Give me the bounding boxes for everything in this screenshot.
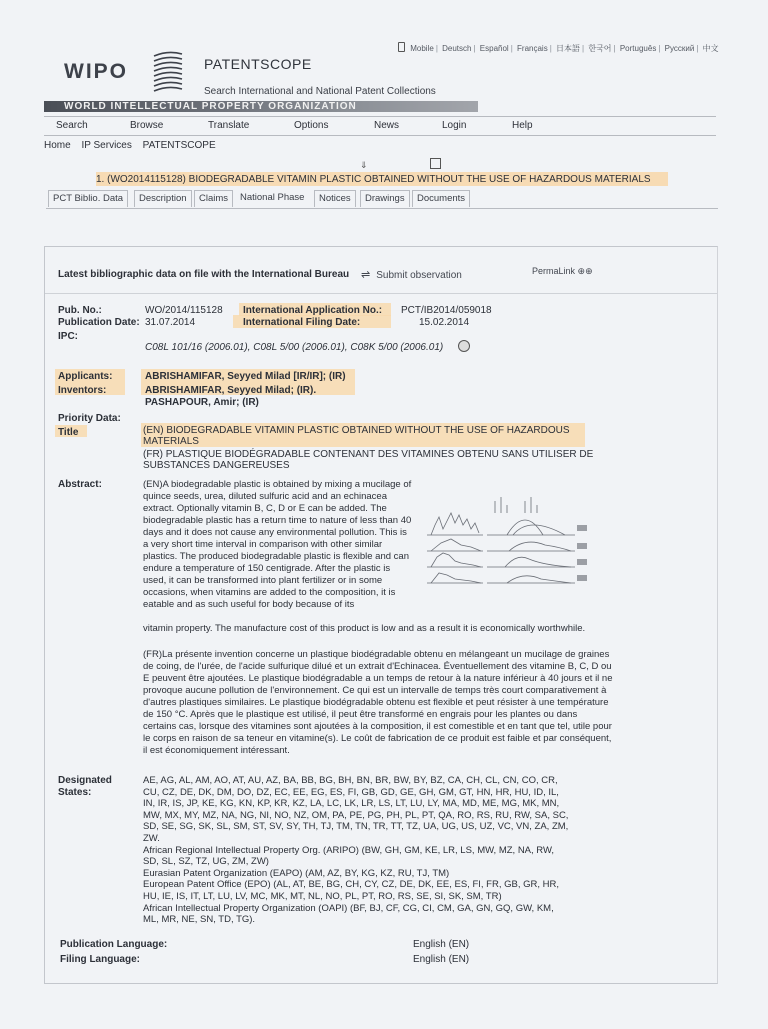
states-line: European Patent Office (EPO) (AL, AT, BE, BG, CH, CY, CZ, DE, DK, EE, ES, FI, FR, GB, GR, HR, xyxy=(143,879,560,891)
organization-banner: WORLD INTELLECTUAL PROPERTY ORGANIZATION xyxy=(44,101,478,112)
panel-header xyxy=(45,247,717,294)
breadcrumb-patentscope[interactable]: PATENTSCOPE xyxy=(142,140,216,151)
states-line: ZW. xyxy=(143,832,160,844)
language-link-espanol[interactable]: Español xyxy=(479,44,509,53)
language-link-portugues[interactable]: Português xyxy=(619,44,657,53)
intl-app-no-value: PCT/IB2014/059018 xyxy=(401,305,492,316)
states-line: IN, IR, IS, JP, KE, KG, KN, KP, KR, KZ, LA, LC, LK, LR, LS, LT, LU, LY, MA, MD, ME, MG, MK, MN, xyxy=(143,798,560,810)
intl-app-no-label: International Application No.: xyxy=(243,305,383,316)
ipc-codes xyxy=(145,342,443,353)
site-subtitle: Search International and National Patent Collections xyxy=(204,86,436,97)
nav-search[interactable]: Search xyxy=(56,120,88,131)
abstract-english-continued: vitamin property. The manufacture cost of this product is low and as a result it is economically worthwhile. xyxy=(143,623,586,634)
tab-pct-biblio-data[interactable]: PCT Biblio. Data xyxy=(48,190,128,207)
intl-filing-date-label: International Filing Date: xyxy=(243,317,361,328)
language-link-russian[interactable]: Русский xyxy=(664,44,695,53)
language-link-japanese[interactable]: 日本語 xyxy=(556,44,581,53)
states-line: MW, MX, MY, MZ, NA, NG, NI, NO, NZ, OM, PA, PE, PG, PH, PL, PT, QA, RO, RS, RU, RW, SA, SC, xyxy=(143,809,569,821)
breadcrumb-home[interactable]: Home xyxy=(44,140,71,151)
tab-documents[interactable]: Documents xyxy=(412,190,470,207)
designated-states-label-2: States: xyxy=(58,787,92,798)
title-english: (EN) BIODEGRADABLE VITAMIN PLASTIC OBTAINED WITHOUT THE USE OF HAZARDOUS MATERIALS xyxy=(143,425,570,447)
tab-drawings[interactable]: Drawings xyxy=(360,190,410,207)
biblio-panel xyxy=(44,246,718,984)
ipc-label: IPC: xyxy=(58,331,78,342)
nav-news[interactable]: News xyxy=(374,120,400,131)
inventors-label: Inventors: xyxy=(58,385,107,396)
intl-filing-date-value: 15.02.2014 xyxy=(419,317,470,328)
designated-states-list xyxy=(143,775,613,926)
nav-translate[interactable]: Translate xyxy=(208,120,250,131)
states-line: Eurasian Patent Organization (EAPO) (AM, AZ, BY, KG, KZ, RU, TJ, TM) xyxy=(143,867,450,879)
scan-top-fragment xyxy=(0,0,768,10)
nav-help[interactable]: Help xyxy=(512,120,533,131)
nav-login[interactable]: Login xyxy=(442,120,467,131)
mobile-phone-icon xyxy=(398,42,405,52)
breadcrumb xyxy=(44,140,224,151)
main-navigation xyxy=(44,116,716,136)
nav-browse[interactable]: Browse xyxy=(130,120,164,131)
tab-description[interactable]: Description xyxy=(134,190,192,207)
language-link-mobile[interactable]: Mobile xyxy=(410,44,434,53)
submit-observation-link[interactable]: ⇌ Submit observation xyxy=(361,269,462,281)
states-line: African Intellectual Property Organization (OAPI) (BF, BJ, CF, CG, CI, CM, GA, GN, GQ, GW, KM, xyxy=(143,902,554,914)
applicants-label: Applicants: xyxy=(58,371,113,382)
language-link-francais[interactable]: Français xyxy=(517,44,548,53)
applicants-value: ABRISHAMIFAR, Seyyed Milad [IR/IR]; (IR) xyxy=(145,371,346,382)
pub-date-label: Publication Date: xyxy=(58,317,140,328)
states-line: SD, SE, SG, SK, SL, SM, ST, SV, SY, TH, TJ, TM, TN, TR, TT, TZ, UA, UG, US, UZ, VC, VN, ZA, ZM, xyxy=(143,821,569,833)
edit-icon[interactable] xyxy=(430,158,441,169)
tab-national-phase[interactable]: National Phase xyxy=(240,192,305,203)
wipo-logo-text[interactable]: WIPO xyxy=(64,60,128,83)
inventors-value-2: PASHAPOUR, Amir; (IR) xyxy=(145,397,259,408)
ipc-code[interactable]: C08L 5/00 (2006.01), xyxy=(253,342,348,353)
designated-states-label-1: Designated xyxy=(58,775,112,786)
ipc-code[interactable]: C08K 5/00 (2006.01) xyxy=(350,342,444,353)
states-line: HU, IE, IS, IT, LT, LU, LV, MC, MK, MT, NL, NO, PL, PT, RO, RS, SE, SI, SK, SM, TR) xyxy=(143,890,502,902)
site-title: PATENTSCOPE xyxy=(204,56,312,72)
abstract-french: (FR)La présente invention concerne un plastique biodégradable obtenu en mélangeant un mucilage de graines de coing, de l'urée, de l'acide sulfurique dilué et un extrait d'Echinacea. Éventuellement des vitamine B, C, D ou E peuvent être ajoutées. Le plastique biodégradable a un temps de retour à la nature inférieur à 40 jours et il ne provoque aucune pollution de l'environnement. Ce qui est un intervalle de temps très court comparativement à d'autres plastiques similaires. Le plastique biodégradable obtenu est flexible et peut résister à une température de 150 °C. Après que le plastique est utilisé, il peut être transformé en engrais pour les plantes ou dans certains cas, lorsque des vitamines sont ajoutées à la composition, il est comestible et en tant que tel, utile pour le corps en raison de sa teneur en vitamine(s). Le coût de fabrication de ce produit est faible et par conséquent, il est économiquement intéressant. xyxy=(143,649,613,756)
ipc-code[interactable]: C08L 101/16 (2006.01), xyxy=(145,342,251,353)
comment-icon: ⇌ xyxy=(361,269,371,281)
tabs-divider xyxy=(46,208,718,209)
pub-date-value: 31.07.2014 xyxy=(145,317,196,328)
priority-data-label: Priority Data: xyxy=(58,413,121,424)
permalink[interactable]: PermaLink ⊕⊕ xyxy=(532,266,593,276)
states-line: African Regional Intellectual Property Org. (ARIPO) (BW, GH, GM, KE, LR, LS, MW, MZ, NA, RW, xyxy=(143,844,555,856)
ipc-info-icon[interactable] xyxy=(458,340,470,352)
language-link-chinese[interactable]: 中文 xyxy=(702,44,719,53)
print-icon[interactable]: ⇓ xyxy=(360,160,368,170)
record-title: 1. (WO2014115128) BIODEGRADABLE VITAMIN PLASTIC OBTAINED WITHOUT THE USE OF HAZARDOUS MATERIALS xyxy=(96,174,651,185)
inventors-value-1: ABRISHAMIFAR, Seyyed Milad; (IR). xyxy=(145,385,317,396)
tab-notices[interactable]: Notices xyxy=(314,190,356,207)
filing-language-value: English (EN) xyxy=(413,954,470,965)
filing-language-label: Filing Language: xyxy=(60,954,140,965)
pub-no-value: WO/2014/115128 xyxy=(145,305,223,316)
nav-options[interactable]: Options xyxy=(294,120,329,131)
publication-language-label: Publication Language: xyxy=(60,939,168,950)
title-label: Title xyxy=(58,427,79,438)
wipo-emblem-icon xyxy=(148,42,188,98)
abstract-english: (EN)A biodegradable plastic is obtained by mixing a mucilage of quince seeds, urea, diluted sulfuric acid and an echinacea extract. Optionally vitamin B, C, D or E can be added. The biodegradable plastic has a return time to nature of less than 40 days and it does not cause any environmental pollution. This is a very short time interval in comparison with other similar plastics. The produced biodegradable plastic is flexible and can endure a temperature of 150 centigrade. After the plastic is used, it can be transformed into plant fertilizer or in some occasions, when vitamins are added to the composition, it is eatable and as such useful for body because of its xyxy=(143,479,412,610)
tab-claims[interactable]: Claims xyxy=(194,190,233,207)
publication-language-value: English (EN) xyxy=(413,939,470,950)
language-link-korean[interactable]: 한국어 xyxy=(588,44,612,53)
abstract-drawing[interactable] xyxy=(425,495,595,601)
pub-no-label: Pub. No.: xyxy=(58,305,102,316)
language-bar: Mobile | Deutsch | Español | Français | 日本語 | 한국어 | Português | Русский | 中文 xyxy=(398,42,720,54)
states-line: ML, MR, NE, SN, TD, TG). xyxy=(143,914,256,926)
title-french: (FR) PLASTIQUE BIODÉGRADABLE CONTENANT DES VITAMINES OBTENU SANS UTILISER DE SUBSTANCES DANGEREUSES xyxy=(143,449,594,471)
states-line: AE, AG, AL, AM, AO, AT, AU, AZ, BA, BB, BG, BH, BN, BR, BW, BY, BZ, CA, CH, CL, CN, CO, CR, xyxy=(143,775,558,786)
states-line: CU, CZ, DE, DK, DM, DO, DZ, EC, EE, EG, ES, FI, GB, GD, GE, GH, GM, GT, HN, HR, HU, ID, IL, xyxy=(143,786,559,798)
breadcrumb-ip-services[interactable]: IP Services xyxy=(81,140,132,151)
abstract-label: Abstract: xyxy=(58,479,102,490)
states-line: SD, SL, SZ, TZ, UG, ZM, ZW) xyxy=(143,856,269,868)
link-icon: ⊕⊕ xyxy=(577,266,593,276)
latest-data-heading: Latest bibliographic data on file with the International Bureau xyxy=(58,269,350,280)
language-link-deutsch[interactable]: Deutsch xyxy=(442,44,472,53)
